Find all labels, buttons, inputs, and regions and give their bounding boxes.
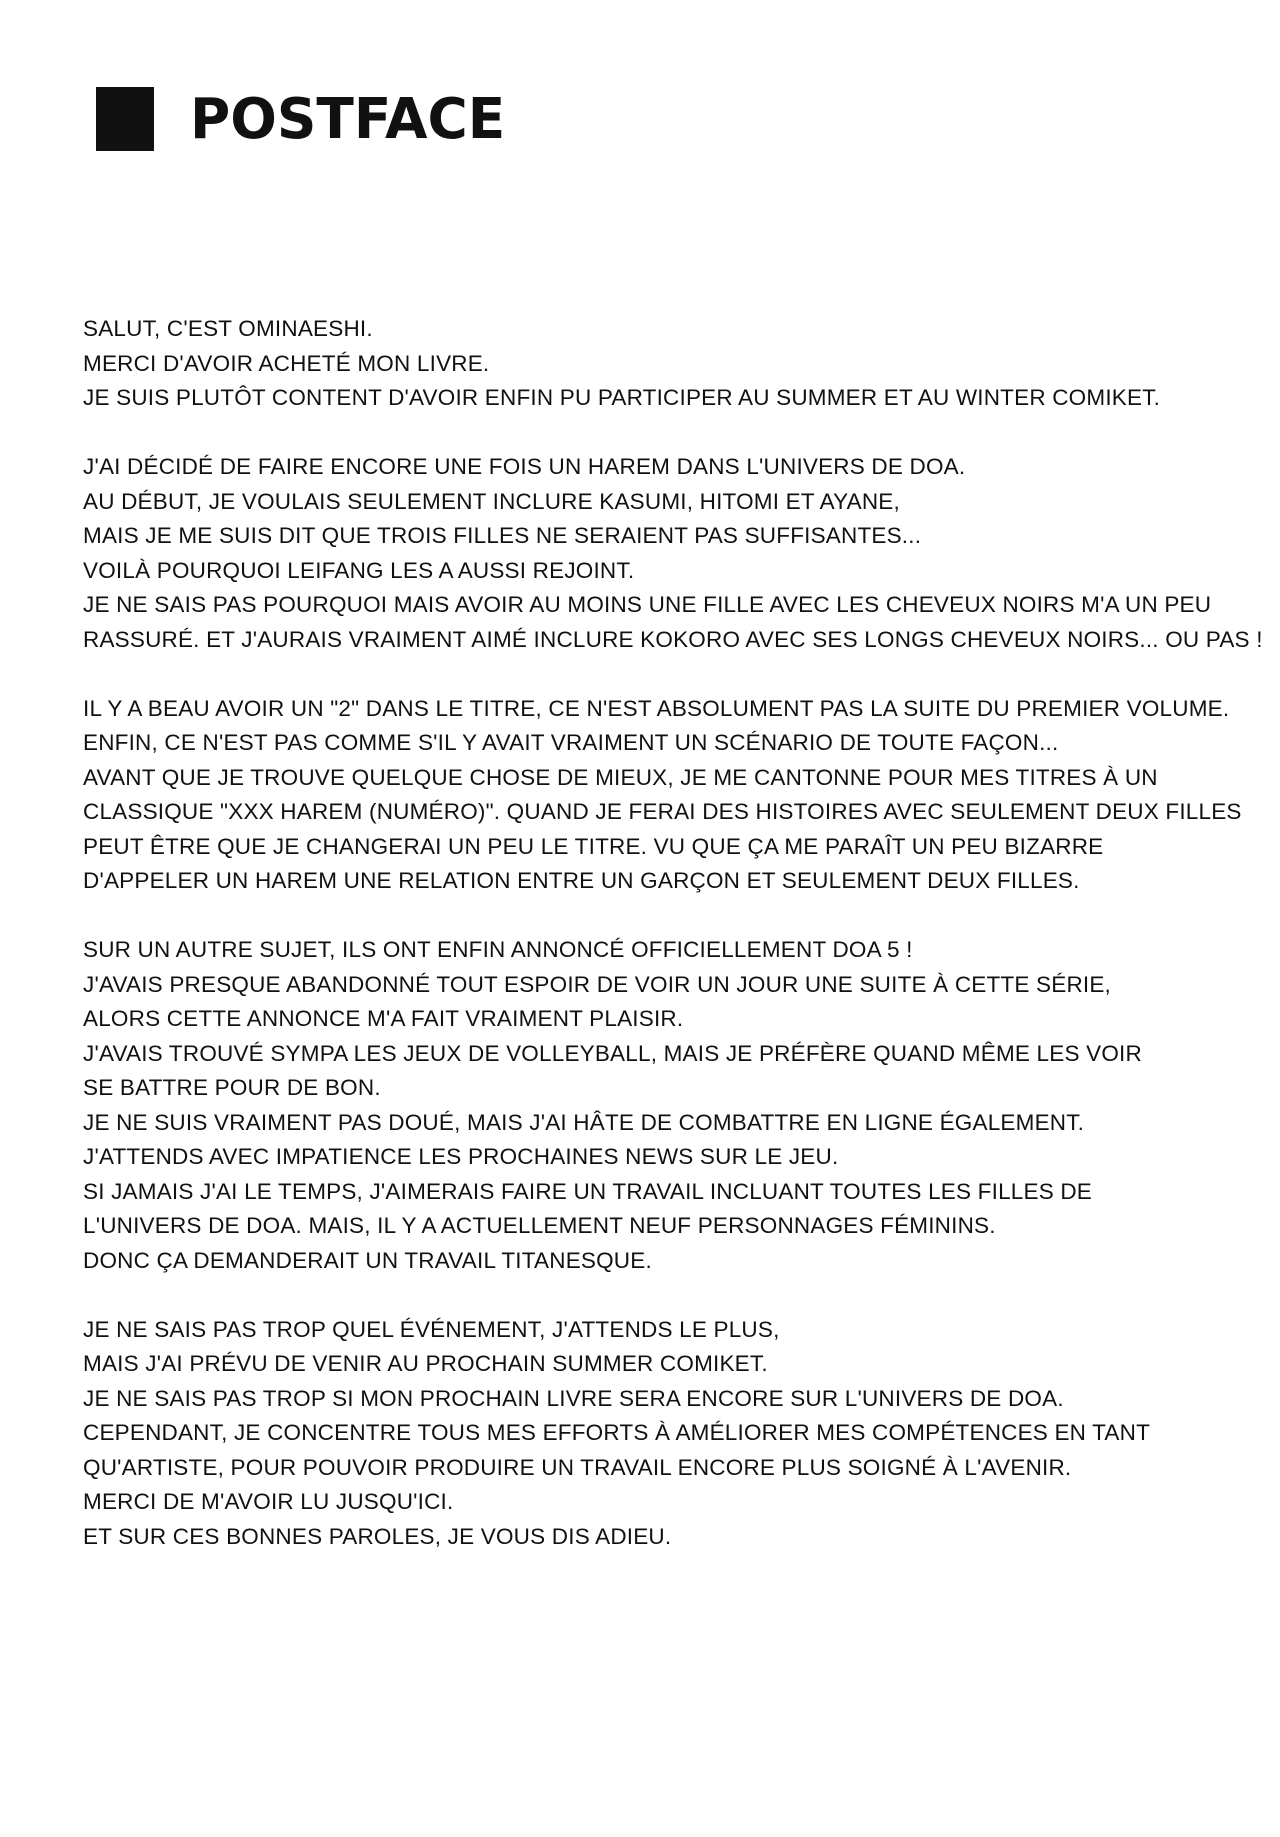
- text-line: ENFIN, CE N'EST PAS COMME S'IL Y AVAIT VRAIMENT UN SCÉNARIO DE TOUTE FAÇON...: [83, 730, 1059, 755]
- text-line: L'UNIVERS DE DOA. MAIS, IL Y A ACTUELLEMENT NEUF PERSONNAGES FÉMININS.: [83, 1213, 996, 1238]
- text-line: RASSURÉ. ET J'AURAIS VRAIMENT AIMÉ INCLURE KOKORO AVEC SES LONGS CHEVEUX NOIRS... OU PAS !: [83, 626, 1263, 652]
- text-line: QU'ARTISTE, POUR POUVOIR PRODUIRE UN TRAVAIL ENCORE PLUS SOIGNÉ À L'AVENIR.: [83, 1454, 1072, 1480]
- text-line: ET SUR CES BONNES PAROLES, JE VOUS DIS ADIEU.: [83, 1523, 672, 1549]
- text-line: MERCI DE M'AVOIR LU JUSQU'ICI.: [83, 1489, 454, 1514]
- text-line: SUR UN AUTRE SUJET, ILS ONT ENFIN ANNONCÉ OFFICIELLEMENT DOA 5 !: [83, 937, 913, 962]
- text-line: SE BATTRE POUR DE BON.: [83, 1075, 381, 1100]
- paragraph: [83, 1313, 1223, 1555]
- text-line: JE NE SAIS PAS POURQUOI MAIS AVOIR AU MOINS UNE FILLE AVEC LES CHEVEUX NOIRS M'A UN PEU: [83, 592, 1212, 617]
- text-line: MAIS J'AI PRÉVU DE VENIR AU PROCHAIN SUMMER COMIKET.: [83, 1351, 768, 1376]
- text-line: MERCI D'AVOIR ACHETÉ MON LIVRE.: [83, 350, 490, 376]
- postface-body: [83, 312, 1263, 1589]
- text-line: AU DÉBUT, JE VOULAIS SEULEMENT INCLURE KASUMI, HITOMI ET AYANE,: [83, 488, 900, 514]
- text-line: CLASSIQUE "XXX HAREM (NUMÉRO)". QUAND JE FERAI DES HISTOIRES AVEC SEULEMENT DEUX FILLES: [83, 799, 1242, 824]
- text-line: J'AVAIS TROUVÉ SYMPA LES JEUX DE VOLLEYBALL, MAIS JE PRÉFÈRE QUAND MÊME LES VOIR: [83, 1040, 1142, 1066]
- text-line: J'ATTENDS AVEC IMPATIENCE LES PROCHAINES NEWS SUR LE JEU.: [83, 1144, 839, 1169]
- text-line: DONC ÇA DEMANDERAIT UN TRAVAIL TITANESQUE.: [83, 1247, 652, 1273]
- text-line: J'AVAIS PRESQUE ABANDONNÉ TOUT ESPOIR DE VOIR UN JOUR UNE SUITE À CETTE SÉRIE,: [83, 971, 1112, 997]
- text-line: J'AI DÉCIDÉ DE FAIRE ENCORE UNE FOIS UN HAREM DANS L'UNIVERS DE DOA.: [83, 454, 966, 479]
- text-line: PEUT ÊTRE QUE JE CHANGERAI UN PEU LE TITRE. VU QUE ÇA ME PARAÎT UN PEU BIZARRE: [83, 833, 1104, 859]
- text-line: SI JAMAIS J'AI LE TEMPS, J'AIMERAIS FAIRE UN TRAVAIL INCLUANT TOUTES LES FILLES DE: [83, 1178, 1093, 1204]
- paragraph: [83, 450, 1263, 657]
- paragraph: [83, 933, 1223, 1278]
- text-line: JE NE SUIS VRAIMENT PAS DOUÉ, MAIS J'AI HÂTE DE COMBATTRE EN LIGNE ÉGALEMENT.: [83, 1109, 1085, 1135]
- text-line: JE SUIS PLUTÔT CONTENT D'AVOIR ENFIN PU PARTICIPER AU SUMMER ET AU WINTER COMIKET.: [83, 385, 1161, 410]
- text-line: SALUT, C'EST OMINAESHI.: [83, 316, 373, 341]
- text-line: ALORS CETTE ANNONCE M'A FAIT VRAIMENT PLAISIR.: [83, 1006, 684, 1031]
- paragraph: [83, 692, 1242, 899]
- text-line: AVANT QUE JE TROUVE QUELQUE CHOSE DE MIEUX, JE ME CANTONNE POUR MES TITRES À UN: [83, 764, 1158, 790]
- paragraph: [83, 312, 1223, 416]
- text-line: JE NE SAIS PAS TROP QUEL ÉVÉNEMENT, J'ATTENDS LE PLUS,: [83, 1316, 780, 1342]
- text-line: D'APPELER UN HAREM UNE RELATION ENTRE UN GARÇON ET SEULEMENT DEUX FILLES.: [83, 868, 1080, 893]
- page-header: [96, 84, 512, 154]
- page-title: POSTFACE: [190, 86, 506, 152]
- black-square-icon: [96, 87, 154, 151]
- text-line: CEPENDANT, JE CONCENTRE TOUS MES EFFORTS À AMÉLIORER MES COMPÉTENCES EN TANT: [83, 1420, 1151, 1445]
- text-line: IL Y A BEAU AVOIR UN "2" DANS LE TITRE, CE N'EST ABSOLUMENT PAS LA SUITE DU PREMIER VOLUME.: [83, 695, 1230, 721]
- text-line: VOILÀ POURQUOI LEIFANG LES A AUSSI REJOINT.: [83, 557, 635, 583]
- text-line: JE NE SAIS PAS TROP SI MON PROCHAIN LIVRE SERA ENCORE SUR L'UNIVERS DE DOA.: [83, 1385, 1064, 1411]
- text-line: MAIS JE ME SUIS DIT QUE TROIS FILLES NE SERAIENT PAS SUFFISANTES...: [83, 523, 922, 548]
